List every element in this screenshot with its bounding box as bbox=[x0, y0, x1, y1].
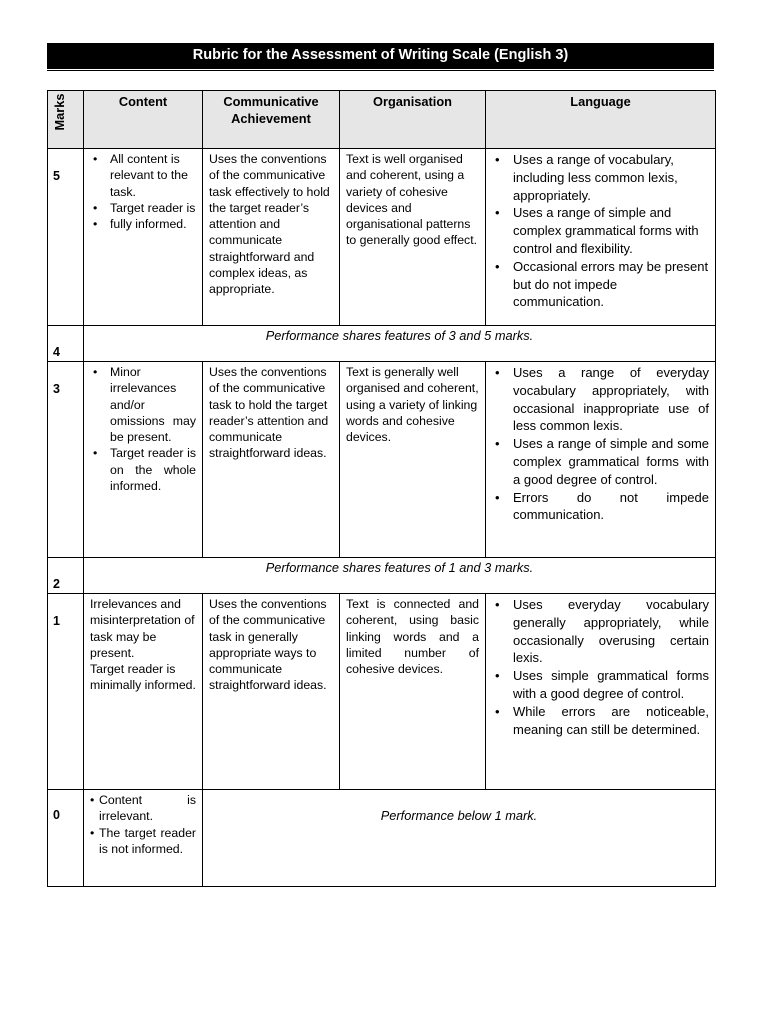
band-1-language bbox=[486, 594, 716, 790]
band-2-row bbox=[48, 558, 716, 594]
band-5-content bbox=[84, 149, 203, 326]
rubric-table bbox=[47, 90, 716, 887]
list-item: • Uses a range of simple and some complex grammatical forms with a good degree of control. bbox=[492, 435, 709, 488]
band-0-description: Performance below 1 mark. bbox=[203, 790, 716, 887]
band-0-row bbox=[48, 790, 716, 887]
band-1-organisation: Text is connected and coherent, using basic linking words and a limited number of cohesive devices. bbox=[340, 594, 486, 790]
band-3-organisation: Text is generally well organised and coherent, using a variety of linking words and cohesive devices. bbox=[340, 362, 486, 558]
list-item: • Target reader is bbox=[90, 200, 196, 216]
list-item: • Minor irrelevances and/or omissions may be present. bbox=[90, 364, 196, 445]
list-item: • Uses a range of simple and complex grammatical forms with control and flexibility. bbox=[492, 204, 709, 257]
band-5-row bbox=[48, 149, 716, 326]
band-4-description: Performance shares features of 3 and 5 marks. bbox=[84, 326, 716, 362]
header-row bbox=[48, 91, 716, 149]
mark-0: 0 bbox=[48, 790, 84, 887]
band-5-communicative: Uses the conventions of the communicative task effectively to hold the target reader’s attention and communicate straightforward and complex ideas, as appropriate. bbox=[203, 149, 340, 326]
band-5-language bbox=[486, 149, 716, 326]
communicative-header: Communicative Achievement bbox=[203, 91, 340, 149]
list-item: • Errors do not impede communication. bbox=[492, 489, 709, 525]
list-item: • Uses simple grammatical forms with a good degree of control. bbox=[492, 667, 709, 703]
mark-4: 4 bbox=[48, 326, 84, 362]
page-title: Rubric for the Assessment of Writing Scale (English 3) bbox=[47, 43, 714, 69]
mark-1: 1 bbox=[48, 594, 84, 790]
marks-header-label: Marks bbox=[52, 93, 67, 131]
list-item: • Uses everyday vocabulary generally appropriately, while occasionally overusing certain lexis. bbox=[492, 596, 709, 667]
list-item: • fully informed. bbox=[90, 216, 196, 232]
list-item: • Uses a range of everyday vocabulary appropriately, with occasional inappropriate use of less common lexis. bbox=[492, 364, 709, 435]
band-1-content-line: Target reader is minimally informed. bbox=[90, 662, 196, 693]
band-3-content bbox=[84, 362, 203, 558]
list-item: • All content is relevant to the task. bbox=[90, 151, 196, 200]
content-header: Content bbox=[84, 91, 203, 149]
band-2-description: Performance shares features of 1 and 3 marks. bbox=[84, 558, 716, 594]
band-0-content bbox=[84, 790, 203, 887]
mark-2: 2 bbox=[48, 558, 84, 594]
list-item: • Content is irrelevant. bbox=[90, 792, 196, 825]
list-item: • While errors are noticeable, meaning can still be determined. bbox=[492, 703, 709, 739]
band-1-content-line: Irrelevances and misinterpretation of task may be present. bbox=[90, 597, 195, 660]
list-item: • Target reader is on the whole informed. bbox=[90, 445, 196, 494]
organisation-header: Organisation bbox=[340, 91, 486, 149]
list-item: • The target reader is not informed. bbox=[90, 825, 196, 858]
language-header: Language bbox=[486, 91, 716, 149]
band-4-row bbox=[48, 326, 716, 362]
mark-3: 3 bbox=[48, 362, 84, 558]
band-3-row bbox=[48, 362, 716, 558]
band-5-organisation: Text is well organised and coherent, using a variety of cohesive devices and organisational patterns to generally good effect. bbox=[340, 149, 486, 326]
title-divider bbox=[47, 70, 714, 71]
band-1-row bbox=[48, 594, 716, 790]
list-item: • Occasional errors may be present but do not impede communication. bbox=[492, 258, 709, 311]
band-3-language bbox=[486, 362, 716, 558]
band-3-communicative: Uses the conventions of the communicative task to hold the target reader’s attention and communicate straightforward ideas. bbox=[203, 362, 340, 558]
band-1-content bbox=[84, 594, 203, 790]
mark-5: 5 bbox=[48, 149, 84, 326]
band-1-communicative: Uses the conventions of the communicative task in generally appropriate ways to communicate straightforward ideas. bbox=[203, 594, 340, 790]
marks-header bbox=[48, 91, 84, 149]
list-item: • Uses a range of vocabulary, including less common lexis, appropriately. bbox=[492, 151, 709, 204]
